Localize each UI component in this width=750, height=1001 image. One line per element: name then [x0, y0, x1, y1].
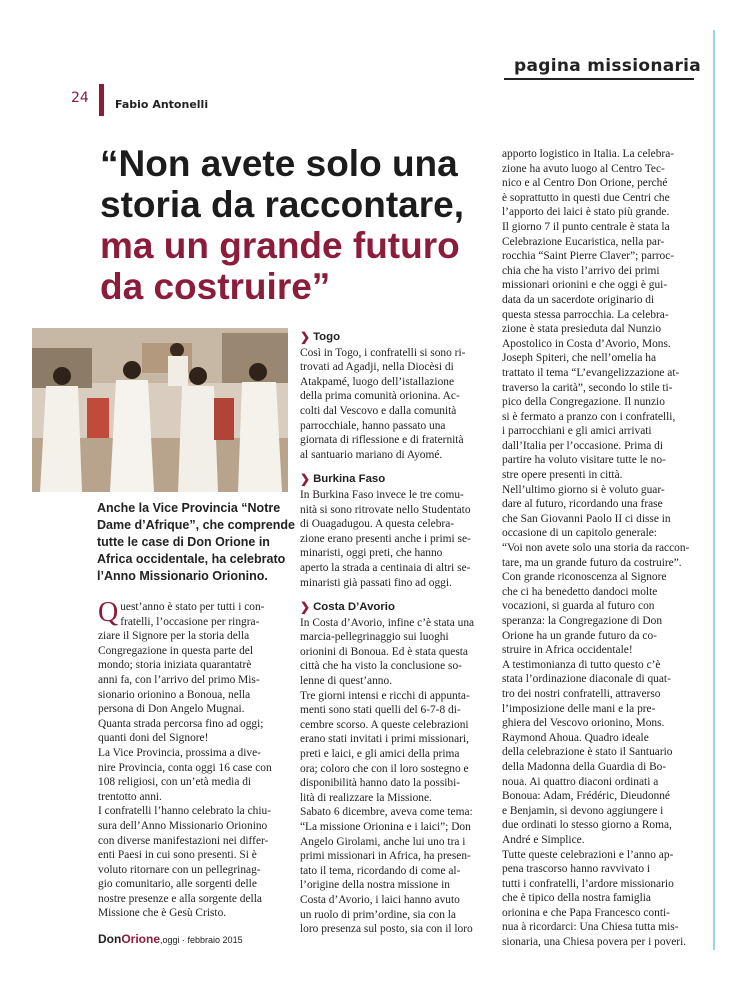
- text-line: erano stati invitati i primi missionari,: [300, 733, 469, 746]
- text-line: marcia-pellegrinaggio sui luoghi: [300, 631, 449, 644]
- title-line: ma un grande futuro: [100, 225, 460, 266]
- text-line: pico della Congregazione. Il nunzio: [502, 396, 665, 409]
- text-line: colti dal Vescovo e dalla comunità: [300, 404, 457, 417]
- text-line: loro presenza sul posto, sia con il loro: [300, 923, 473, 936]
- text-line: enti Paesi in cui sono presenti. Si è: [98, 849, 257, 862]
- text-line: sura dell’Anno Missionario Orionino: [98, 819, 268, 832]
- text-line: data da un sacerdote originario di: [502, 293, 655, 306]
- text-line: speranza: la Congregazione di Don: [502, 615, 663, 627]
- text-line: rocchia “Saint Pierre Claver”; parroc-: [502, 250, 675, 263]
- text-line: cembre scorso. A queste celebrazioni: [300, 718, 469, 731]
- text-line: In Burkina Faso invece le tre comu-: [300, 488, 464, 501]
- text-line: di Ouagadugou. A questa celebra-: [300, 518, 455, 531]
- text-line: città che ha visto la conclusione so-: [300, 660, 462, 673]
- text-line: La Vice Provincia, prossima a dive-: [98, 746, 261, 759]
- text-line: dare al futuro, ricordando una frase: [502, 498, 663, 511]
- text-line: zione è stata presieduta dal Nunzio: [502, 323, 662, 336]
- footer-brand-orione: Orione: [121, 932, 160, 946]
- column-1: [98, 597, 288, 921]
- chevron-right-icon: ❯: [300, 600, 311, 615]
- text-line: l’origine della nostra missione in: [300, 879, 450, 892]
- footer-date: febbraio 2015: [187, 935, 243, 945]
- text-line: ghiera del Vescovo orionino, Mons.: [502, 717, 665, 730]
- column-2: [300, 330, 490, 937]
- section-heading: [300, 330, 490, 345]
- text-line: mondo; storia iniziata quarantatrè: [98, 659, 252, 672]
- title-line: storia da raccontare,: [100, 184, 464, 225]
- photo-caption: [97, 500, 295, 585]
- section-heading-text: Costa D’Avorio: [313, 601, 395, 614]
- text-line: Orione ha un grande futuro da co-: [502, 629, 657, 642]
- text-line: tare, ma un grande futuro da costruire”.: [502, 556, 682, 569]
- text-line: stata l’ordinazione diaconale di quat-: [502, 673, 671, 686]
- text-line: anni fa, con l’arrivo del primo Mis-: [98, 673, 260, 686]
- chevron-right-icon: ❯: [300, 330, 311, 344]
- caption-line: Anche la Vice Provincia “Notre: [97, 501, 281, 515]
- text-line: zione ha avuto luogo al Centro Tec-: [502, 162, 665, 175]
- text-line: menti sono stati quelli del 6-7-8 di-: [300, 704, 461, 717]
- text-line: Celebrazione Eucaristica, nella par-: [502, 235, 665, 248]
- caption-line: tutte le case di Don Orione in: [97, 535, 270, 549]
- text-line: Missione che è Gesù Cristo.: [98, 907, 227, 920]
- text-line: noua. Ai quattro diaconi ordinati a: [502, 775, 659, 788]
- text-line: tro dei nostri confratelli, attraverso: [502, 687, 661, 700]
- text-line: chia che ha visto l’arrivo dei primi: [502, 264, 660, 277]
- text-line: minaristi, oggi preti, che hanno: [300, 547, 443, 560]
- text-line: Tre giorni intensi e ricchi di appunta-: [300, 689, 470, 702]
- text-line: minaristi già passati fino ad oggi.: [300, 576, 452, 589]
- text-line: I confratelli l’hanno celebrato la chiu-: [98, 805, 271, 818]
- text-line: pena trascorso hanno ravvivato i: [502, 863, 651, 876]
- text-line: trentotto anni.: [98, 790, 162, 803]
- text-line: fratelli, l’occasione per ringra-: [120, 615, 260, 628]
- section-label: pagina missionaria: [514, 56, 702, 76]
- text-line: giornata di riflessione e di fraternità: [300, 434, 464, 447]
- text-line: 108 religiosi, con un’età media di: [98, 776, 252, 789]
- text-line: Bonoua: Adam, Frédéric, Dieudonné: [502, 790, 670, 803]
- text-line: nire Provincia, conta oggi 16 case con: [98, 761, 272, 774]
- text-line: sionario orionino a Bonoua, nella: [98, 688, 251, 701]
- text-line: con diverse manifestazioni nei differ-: [98, 834, 269, 847]
- text-line: della prima comunità orionina. Ac-: [300, 390, 460, 403]
- text-line: aperto la strada a centinaia di altri se-: [300, 561, 471, 574]
- text-line: “La missione Orionina e i laici”; Don: [300, 821, 471, 833]
- text-line: questa stessa parrocchia. La celebra-: [502, 308, 669, 321]
- article-photo: [32, 328, 288, 492]
- text-line: nità si sono ritrovate nello Studentato: [300, 503, 471, 516]
- text-line: traverso la carità”, secondo lo stile ti-: [502, 381, 673, 394]
- text-line: In Costa d’Avorio, infine c’è stata una: [300, 616, 475, 629]
- author-accent-bar: [99, 84, 104, 116]
- text-line: che ci ha benedetto dandoci molte: [502, 585, 658, 598]
- text-line: Sabato 6 dicembre, aveva come tema:: [300, 806, 473, 819]
- text-line: della Madonna della Guardia di Bo-: [502, 760, 667, 773]
- text-line: vocazioni, si guarda al futuro con: [502, 600, 655, 613]
- caption-line: Africa occidentale, ha celebrato: [97, 552, 286, 566]
- text-line: stre opere presenti in città.: [502, 469, 623, 482]
- text-line: trovati ad Agadji, nella Diocèsi di: [300, 361, 454, 374]
- text-line: Nell’ultimo giorno si è voluto guar-: [502, 483, 665, 496]
- text-line: André e Simplice.: [502, 833, 585, 846]
- text-line: l’apporto dei laici è stato più grande.: [502, 206, 670, 219]
- article-title: [100, 143, 495, 307]
- text-line: struire in Africa occidentale!: [502, 644, 633, 657]
- text-line: nico e al Centro Don Orione, perché: [502, 177, 668, 190]
- page-number: 24: [71, 90, 89, 106]
- text-line: si è fermato a pranzo con i confratelli,: [502, 410, 676, 423]
- text-line: tato il tema, ricordando di come al-: [300, 864, 461, 877]
- text-line: Con grande riconoscenza al Signore: [502, 571, 667, 584]
- author-name: Fabio Antonelli: [115, 98, 209, 111]
- text-line: gio comunitario, alle sorgenti delle: [98, 878, 257, 891]
- title-line: “Non avete solo una: [100, 143, 458, 184]
- text-line: l’imposizione delle mani e la pre-: [502, 702, 656, 715]
- text-line: che è tipico della nostra famiglia: [502, 892, 651, 905]
- text-line: della celebrazione è stato il Santuario: [502, 746, 673, 759]
- footer-brand-oggi: oggi: [162, 935, 180, 945]
- text-line: lità di realizzare la Missione.: [300, 791, 432, 804]
- text-line: missionari orionini e che oggi è gui-: [502, 279, 668, 292]
- text-line: tutti i confratelli, l’ardore missionario: [502, 877, 674, 890]
- caption-line: Dame d’Afrique”, che comprende: [97, 518, 295, 532]
- section-heading: [300, 600, 490, 615]
- text-line: nostre presenze e alla sorgente della: [98, 892, 262, 905]
- text-line: lenne di quest’anno.: [300, 675, 393, 688]
- text-line: zione erano presenti anche i primi se-: [300, 532, 471, 545]
- text-line: orionina e che Papa Francesco conti-: [502, 906, 670, 919]
- title-line: da costruire”: [100, 266, 331, 307]
- text-line: persona di Don Angelo Mugnai.: [98, 703, 245, 716]
- footer: DonOrione,oggi · febbraio 2015: [98, 932, 243, 946]
- text-line: al santuario mariano di Ayomé.: [300, 448, 443, 461]
- text-line: trattato il tema “L’evangelizzazione at-: [502, 366, 680, 379]
- text-line: Così in Togo, i confratelli si sono ri-: [300, 346, 466, 359]
- text-line: sionaria, una Chiesa povera per i poveri.: [502, 936, 687, 949]
- section-heading: [300, 472, 490, 487]
- text-line: uest’anno è stato per tutti i con-: [120, 601, 265, 613]
- section-rule: [504, 78, 694, 80]
- text-line: Raymond Ahoua. Quadro ideale: [502, 731, 649, 744]
- text-line: disponibilità hanno dato la possibi-: [300, 777, 461, 790]
- text-line: A testimonianza di tutto questo c’è: [502, 658, 661, 671]
- text-line: ora; coloro che con il loro sostegno e: [300, 762, 469, 775]
- text-line: che San Giovanni Paolo II ci disse in: [502, 512, 671, 525]
- chevron-right-icon: ❯: [300, 472, 311, 487]
- text-line: Apostolico in Costa d’Avorio, Mons.: [502, 337, 671, 350]
- text-line: Il giorno 7 il punto centrale è stata la: [502, 220, 670, 233]
- text-line: un ruolo di prim’ordine, sia con la: [300, 908, 456, 921]
- text-line: primi missionari in Africa, ha presen-: [300, 850, 471, 863]
- text-line: parrocchiale, hanno passato una: [300, 419, 446, 432]
- text-line: due ordinati lo stesso giorno a Roma,: [502, 819, 672, 832]
- text-line: Angelo Girolami, anche lui uno tra i: [300, 835, 466, 848]
- text-line: è soprattutto in questi due Centri che: [502, 191, 670, 204]
- text-line: preti e laici, e gli amici della prima: [300, 748, 460, 761]
- column-3: [502, 147, 692, 950]
- page-edge-stripe: [713, 30, 715, 950]
- text-line: nua à ricordarci: Una Chiesa tutta mis-: [502, 921, 679, 934]
- text-line: Costa d’Avorio, i laici hanno avuto: [300, 893, 460, 906]
- footer-brand-don: Don: [98, 932, 122, 946]
- text-line: occasione di un capitolo generale:: [502, 527, 657, 540]
- text-line: Atakpamé, luogo dell’istallazione: [300, 375, 455, 388]
- text-line: Quanta strada percorsa fino ad oggi;: [98, 717, 264, 730]
- text-line: quanti doni del Signore!: [98, 732, 209, 745]
- text-line: i parrocchiani e gli amici arrivati: [502, 425, 652, 438]
- section-heading-text: Togo: [313, 331, 341, 343]
- text-line: Joseph Spiteri, che nell’omelia ha: [502, 352, 657, 365]
- text-line: “Voi non avete solo una storia da raccon-: [502, 542, 690, 555]
- text-line: Tutte queste celebrazioni e l’anno ap-: [502, 848, 674, 861]
- text-line: ziare il Signore per la storia della: [98, 630, 250, 643]
- text-line: dall’Italia per l’occasione. Prima di: [502, 439, 663, 452]
- drop-cap: Q: [98, 597, 119, 628]
- text-line: e Benjamin, si devono aggiungere i: [502, 804, 664, 817]
- text-line: partire ha voluto visitare tutte le no-: [502, 454, 666, 467]
- text-line: Congregazione in questa parte del: [98, 644, 253, 657]
- text-line: apporto logistico in Italia. La celebra-: [502, 148, 675, 160]
- section-heading-text: Burkina Faso: [313, 473, 386, 486]
- caption-line: l’Anno Missionario Orionino.: [97, 569, 268, 583]
- text-line: voluto ritornare con un pellegrinag-: [98, 863, 261, 876]
- text-line: orionini di Bonoua. Ed è stata questa: [300, 645, 468, 658]
